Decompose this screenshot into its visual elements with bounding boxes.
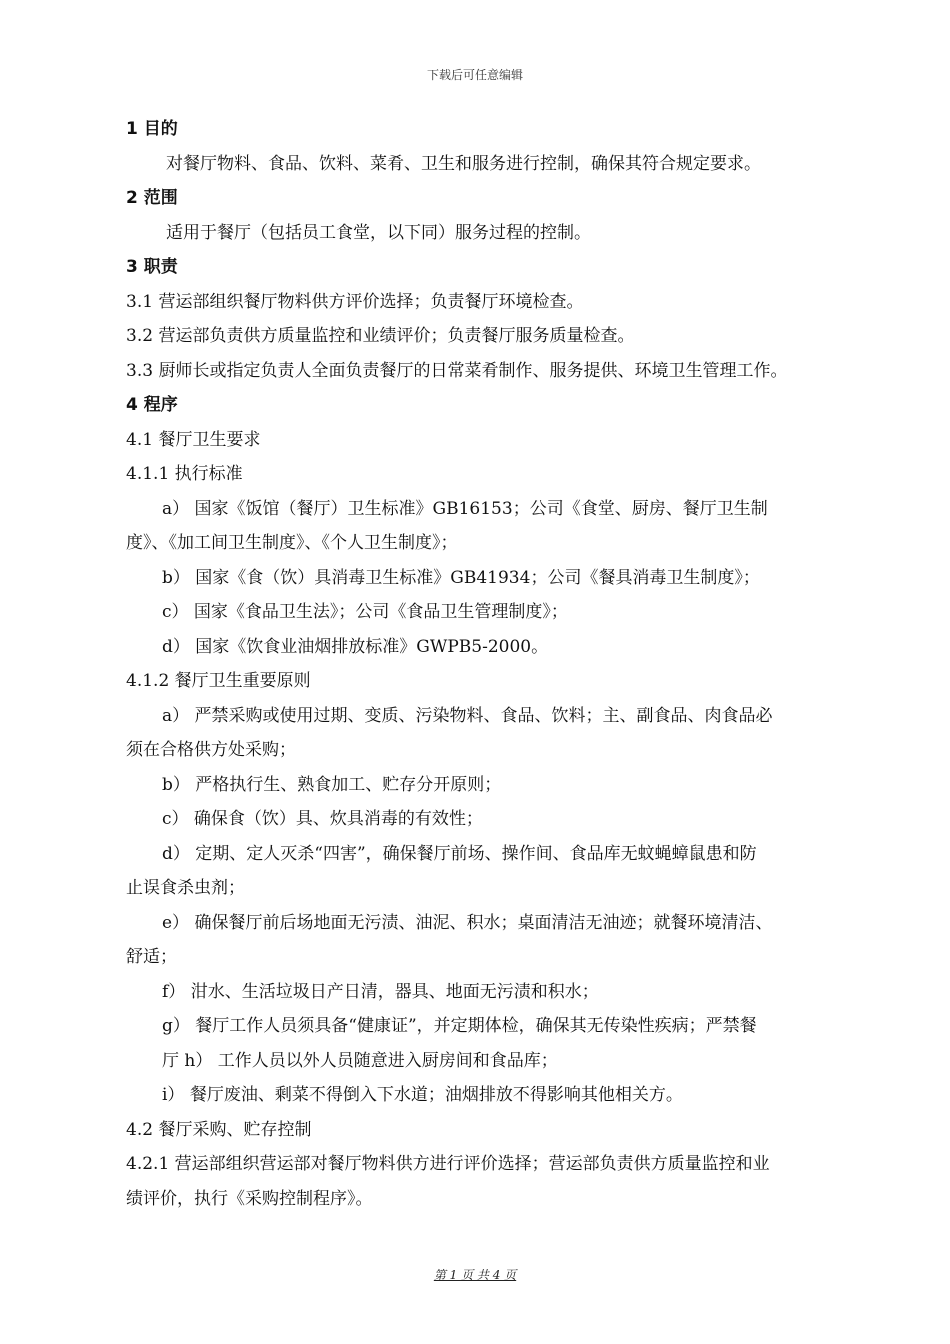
list-item: e） 确保餐厅前后场地面无污渍、油泥、积水；桌面清洁无油迹；就餐环境清洁、 [162, 912, 773, 933]
paragraph: 4.2 餐厅采购、贮存控制 [126, 1119, 312, 1140]
list-item: c） 确保食（饮）具、炊具消毒的有效性； [162, 809, 483, 829]
paragraph: 4.2.1 营运部组织营运部对餐厅物料供方进行评价选择；营运部负责供方质量监控和业 [126, 1154, 770, 1174]
list-item: d） 国家《饮食业油烟排放标准》GWPB5-2000。 [162, 636, 549, 657]
paragraph: 3.2 营运部负责供方质量监控和业绩评价；负责餐厅服务质量检查。 [126, 326, 635, 346]
list-item: g） 餐厅工作人员须具备“健康证”，并定期体检，确保其无传染性疾病；严禁餐 [162, 1016, 757, 1036]
paragraph: 3.1 营运部组织餐厅物料供方评价选择；负责餐厅环境检查。 [126, 291, 584, 312]
paragraph: 3.3 厨师长或指定负责人全面负责餐厅的日常菜肴制作、服务提供、环境卫生管理工作。 [126, 360, 788, 381]
list-item: 厅 h） 工作人员以外人员随意进入厨房间和食品库； [162, 1050, 558, 1071]
page-footer: 第 1 页 共 4 页 [433, 1268, 517, 1282]
paragraph: 度》、《加工间卫生制度》、《个人卫生制度》； [126, 533, 458, 553]
paragraph: 绩评价，执行《采购控制程序》。 [126, 1188, 373, 1209]
list-item: f） 泔水、生活垃圾日产日清，器具、地面无污渍和积水； [162, 981, 599, 1002]
section-heading: 4 程序 [126, 395, 178, 415]
paragraph: 对餐厅物料、食品、饮料、菜肴、卫生和服务进行控制，确保其符合规定要求。 [166, 153, 761, 174]
section-heading: 3 职责 [126, 257, 178, 277]
paragraph: 4.1.1 执行标准 [126, 464, 243, 484]
list-item: a） 国家《饭馆（餐厅）卫生标准》GB16153；公司《食堂、厨房、餐厅卫生制 [162, 498, 768, 519]
list-item: b） 严格执行生、熟食加工、贮存分开原则； [162, 774, 502, 795]
paragraph: 舒适； [126, 947, 177, 967]
list-item: i） 餐厅废油、剩菜不得倒入下水道；油烟排放不得影响其他相关方。 [162, 1085, 683, 1105]
paragraph: 止误食杀虫剂； [126, 878, 245, 898]
list-item: b） 国家《食（饮）具消毒卫生标准》GB41934；公司《餐具消毒卫生制度》； [162, 567, 760, 588]
list-item: c） 国家《食品卫生法》；公司《食品卫生管理制度》； [162, 602, 568, 622]
section-heading: 1 目的 [126, 119, 178, 139]
page-header: 下载后可任意编辑 [426, 68, 523, 82]
paragraph: 须在合格供方处采购； [126, 740, 296, 760]
paragraph: 4.1.2 餐厅卫生重要原则 [126, 671, 311, 691]
document-body [126, 112, 856, 1216]
section-heading: 2 范围 [126, 188, 178, 208]
list-item: a） 严禁采购或使用过期、变质、污染物料、食品、饮料；主、副食品、肉食品必 [162, 705, 773, 726]
paragraph: 4.1 餐厅卫生要求 [126, 429, 261, 450]
paragraph: 适用于餐厅（包括员工食堂，以下同）服务过程的控制。 [166, 222, 591, 243]
list-item: d） 定期、定人灭杀“四害”，确保餐厅前场、操作间、食品库无蚊蝇蟑鼠患和防 [162, 843, 757, 864]
